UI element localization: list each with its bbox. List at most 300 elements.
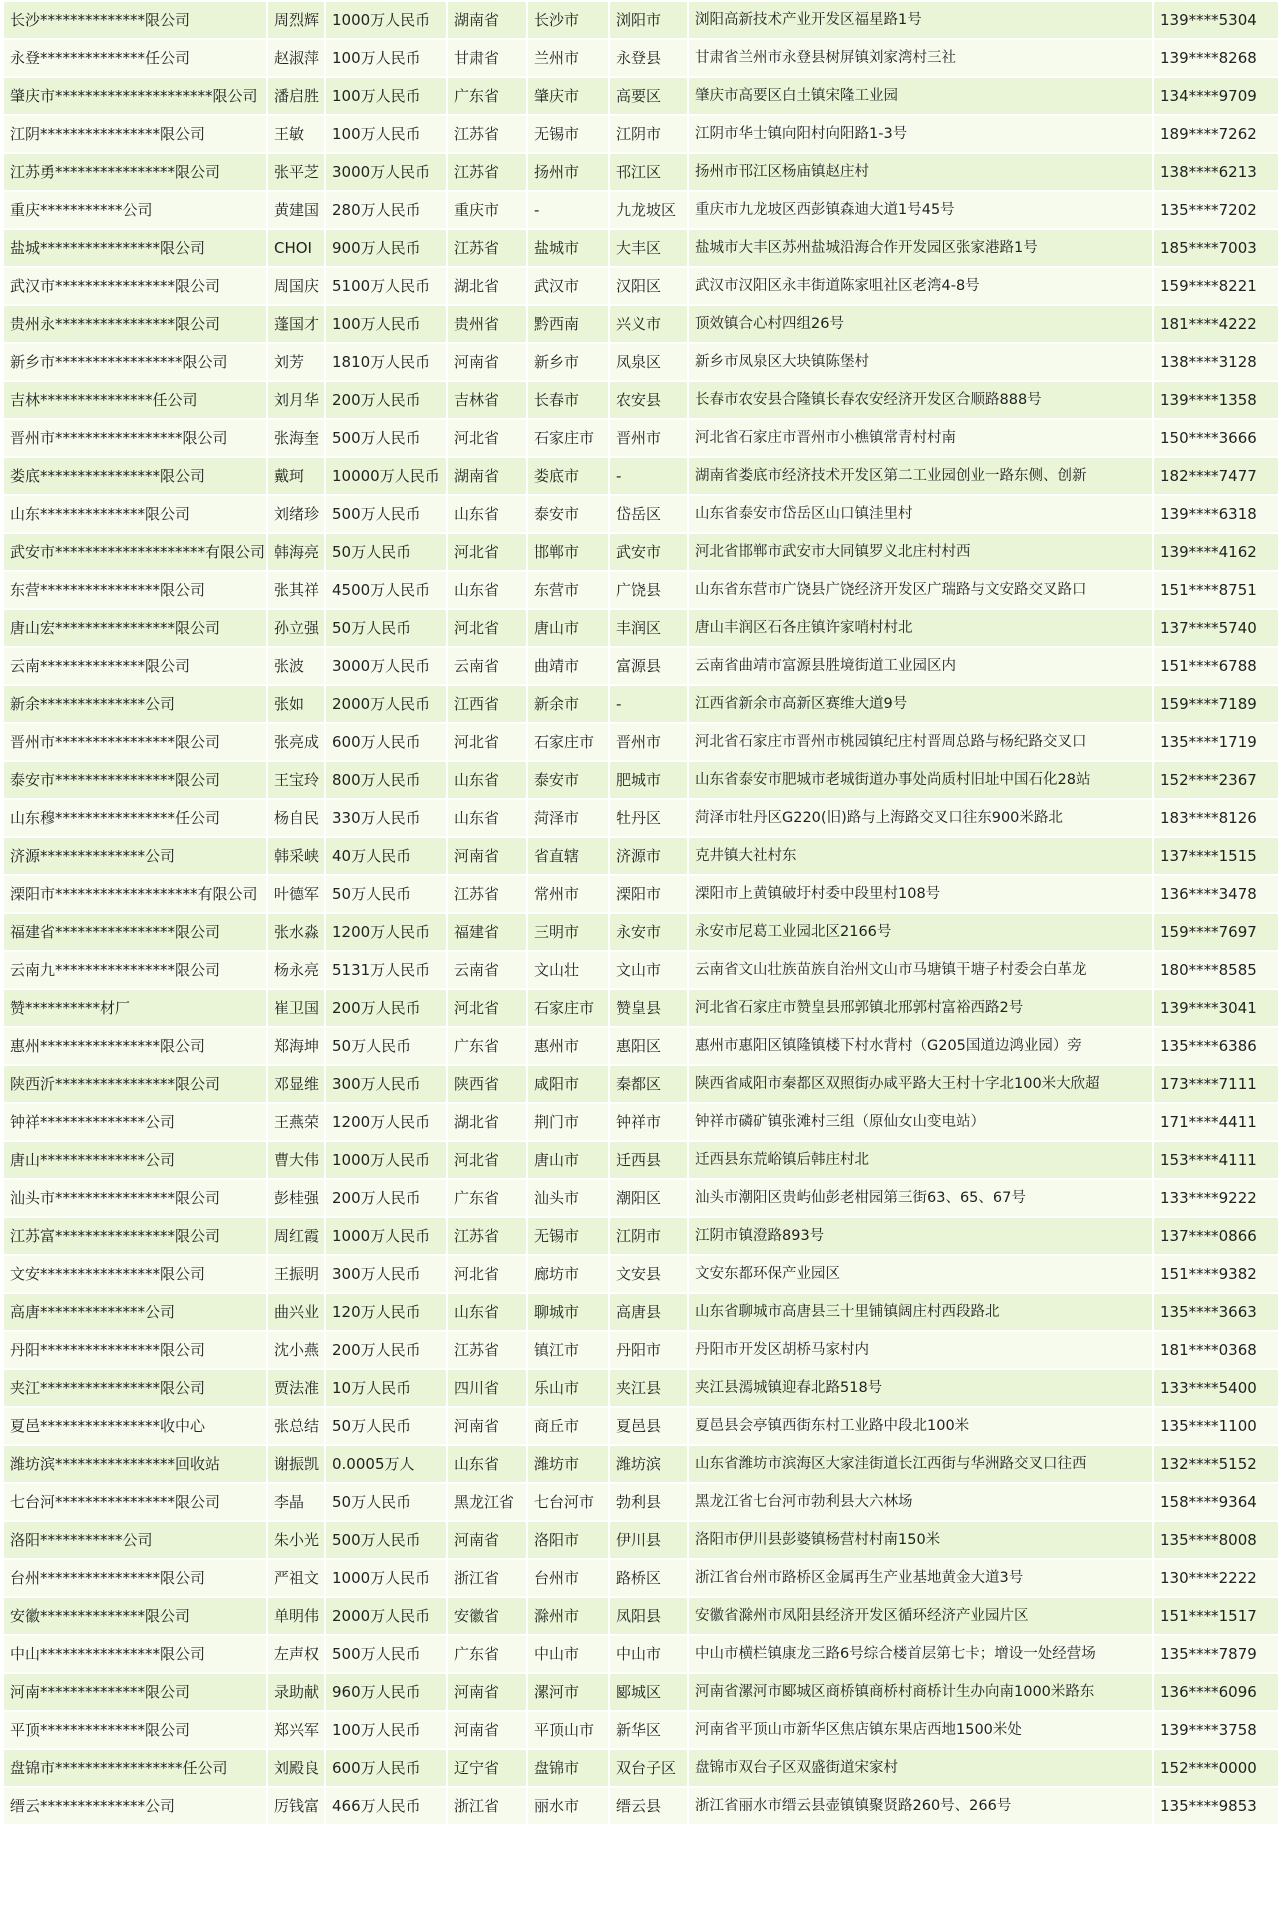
legal-person-cell: 彭桂强 xyxy=(268,1180,324,1216)
city-cell: 武汉市 xyxy=(528,268,608,304)
district-cell: 永安市 xyxy=(610,914,687,950)
district-cell: 溧阳市 xyxy=(610,876,687,912)
district-cell: 勃利县 xyxy=(610,1484,687,1520)
address-cell: 云南省文山壮族苗族自治州文山市马塘镇干塘子村委会白革龙 xyxy=(689,952,1152,988)
registered-capital-cell: 100万人民币 xyxy=(326,116,446,152)
company-cell: 盘锦市*****************任公司 xyxy=(4,1750,266,1786)
address-cell: 黑龙江省七台河市勃利县大六林场 xyxy=(689,1484,1152,1520)
company-cell: 惠州****************限公司 xyxy=(4,1028,266,1064)
city-cell: 中山市 xyxy=(528,1636,608,1672)
company-cell: 晋州市*****************限公司 xyxy=(4,420,266,456)
registered-capital-cell: 2000万人民币 xyxy=(326,686,446,722)
table-row xyxy=(4,1674,1278,1710)
phone-cell: 135****1100 xyxy=(1154,1408,1278,1444)
registered-capital-cell: 120万人民币 xyxy=(326,1294,446,1330)
phone-cell: 159****8221 xyxy=(1154,268,1278,304)
city-cell: 邯郸市 xyxy=(528,534,608,570)
registered-capital-cell: 960万人民币 xyxy=(326,1674,446,1710)
phone-cell: 150****3666 xyxy=(1154,420,1278,456)
address-cell: 浙江省台州市路桥区金属再生产业基地黄金大道3号 xyxy=(689,1560,1152,1596)
legal-person-cell: 王敏 xyxy=(268,116,324,152)
company-cell: 江苏富****************限公司 xyxy=(4,1218,266,1254)
company-cell: 武汉市****************限公司 xyxy=(4,268,266,304)
province-cell: 辽宁省 xyxy=(448,1750,526,1786)
registered-capital-cell: 200万人民币 xyxy=(326,990,446,1026)
registered-capital-cell: 280万人民币 xyxy=(326,192,446,228)
phone-cell: 135****6386 xyxy=(1154,1028,1278,1064)
phone-cell: 136****6096 xyxy=(1154,1674,1278,1710)
province-cell: 江西省 xyxy=(448,686,526,722)
district-cell: 钟祥市 xyxy=(610,1104,687,1140)
province-cell: 浙江省 xyxy=(448,1560,526,1596)
registered-capital-cell: 100万人民币 xyxy=(326,1712,446,1748)
province-cell: 贵州省 xyxy=(448,306,526,342)
phone-cell: 151****6788 xyxy=(1154,648,1278,684)
address-cell: 山东省东营市广饶县广饶经济开发区广瑞路与文安路交叉路口 xyxy=(689,572,1152,608)
city-cell: 唐山市 xyxy=(528,1142,608,1178)
district-cell: 伊川县 xyxy=(610,1522,687,1558)
city-cell: 长春市 xyxy=(528,382,608,418)
table-row xyxy=(4,1142,1278,1178)
company-cell: 云南九****************限公司 xyxy=(4,952,266,988)
city-cell: 盘锦市 xyxy=(528,1750,608,1786)
province-cell: 湖北省 xyxy=(448,268,526,304)
province-cell: 河南省 xyxy=(448,1712,526,1748)
table-row xyxy=(4,458,1278,494)
registered-capital-cell: 50万人民币 xyxy=(326,876,446,912)
district-cell: 肥城市 xyxy=(610,762,687,798)
address-cell: 克井镇大社村东 xyxy=(689,838,1152,874)
table-row xyxy=(4,1256,1278,1292)
province-cell: 陕西省 xyxy=(448,1066,526,1102)
company-cell: 潍坊滨****************回收站 xyxy=(4,1446,266,1482)
registered-capital-cell: 1000万人民币 xyxy=(326,1142,446,1178)
district-cell: 凤泉区 xyxy=(610,344,687,380)
province-cell: 重庆市 xyxy=(448,192,526,228)
address-cell: 云南省曲靖市富源县胜境街道工业园区内 xyxy=(689,648,1152,684)
phone-cell: 135****7879 xyxy=(1154,1636,1278,1672)
legal-person-cell: 录助献 xyxy=(268,1674,324,1710)
table-row xyxy=(4,572,1278,608)
legal-person-cell: 左声权 xyxy=(268,1636,324,1672)
address-cell: 迁西县东荒峪镇后韩庄村北 xyxy=(689,1142,1152,1178)
address-cell: 顶效镇合心村四组26号 xyxy=(689,306,1152,342)
legal-person-cell: 张总结 xyxy=(268,1408,324,1444)
phone-cell: 181****0368 xyxy=(1154,1332,1278,1368)
address-cell: 夏邑县会亭镇西街东村工业路中段北100米 xyxy=(689,1408,1152,1444)
table-row xyxy=(4,1598,1278,1634)
address-cell: 文安东都环保产业园区 xyxy=(689,1256,1152,1292)
district-cell: 富源县 xyxy=(610,648,687,684)
province-cell: 河南省 xyxy=(448,838,526,874)
registered-capital-cell: 1810万人民币 xyxy=(326,344,446,380)
address-cell: 长春市农安县合隆镇长春农安经济开发区合顺路888号 xyxy=(689,382,1152,418)
district-cell: 晋州市 xyxy=(610,724,687,760)
district-cell: 永登县 xyxy=(610,40,687,76)
company-cell: 长沙**************限公司 xyxy=(4,2,266,38)
province-cell: 河北省 xyxy=(448,420,526,456)
legal-person-cell: 厉钱富 xyxy=(268,1788,324,1824)
address-cell: 肇庆市高要区白土镇宋隆工业园 xyxy=(689,78,1152,114)
phone-cell: 139****6318 xyxy=(1154,496,1278,532)
company-cell: 娄底****************限公司 xyxy=(4,458,266,494)
company-cell: 赞**********材厂 xyxy=(4,990,266,1026)
registered-capital-cell: 40万人民币 xyxy=(326,838,446,874)
registered-capital-cell: 1000万人民币 xyxy=(326,2,446,38)
table-row xyxy=(4,762,1278,798)
table-row xyxy=(4,1370,1278,1406)
province-cell: 四川省 xyxy=(448,1370,526,1406)
phone-cell: 138****6213 xyxy=(1154,154,1278,190)
city-cell: 商丘市 xyxy=(528,1408,608,1444)
table-row xyxy=(4,1446,1278,1482)
legal-person-cell: 王宝玲 xyxy=(268,762,324,798)
address-cell: 山东省泰安市岱岳区山口镇洼里村 xyxy=(689,496,1152,532)
city-cell: 石家庄市 xyxy=(528,420,608,456)
address-cell: 浏阳高新技术产业开发区福星路1号 xyxy=(689,2,1152,38)
company-cell: 钟祥**************公司 xyxy=(4,1104,266,1140)
district-cell: 秦都区 xyxy=(610,1066,687,1102)
company-cell: 丹阳****************限公司 xyxy=(4,1332,266,1368)
table-row xyxy=(4,1294,1278,1330)
table-row xyxy=(4,78,1278,114)
table-row xyxy=(4,40,1278,76)
company-table xyxy=(2,0,1280,1826)
company-cell: 肇庆市*********************限公司 xyxy=(4,78,266,114)
table-row xyxy=(4,800,1278,836)
company-cell: 山东**************限公司 xyxy=(4,496,266,532)
legal-person-cell: 刘芳 xyxy=(268,344,324,380)
district-cell: 浏阳市 xyxy=(610,2,687,38)
province-cell: 福建省 xyxy=(448,914,526,950)
city-cell: 镇江市 xyxy=(528,1332,608,1368)
phone-cell: 183****8126 xyxy=(1154,800,1278,836)
address-cell: 夹江县漹城镇迎春北路518号 xyxy=(689,1370,1152,1406)
phone-cell: 159****7697 xyxy=(1154,914,1278,950)
registered-capital-cell: 500万人民币 xyxy=(326,420,446,456)
phone-cell: 151****1517 xyxy=(1154,1598,1278,1634)
company-cell: 洛阳***********公司 xyxy=(4,1522,266,1558)
address-cell: 武汉市汉阳区永丰街道陈家咀社区老湾4-8号 xyxy=(689,268,1152,304)
legal-person-cell: 周国庆 xyxy=(268,268,324,304)
address-cell: 汕头市潮阳区贵屿仙彭老柑园第三街63、65、67号 xyxy=(689,1180,1152,1216)
district-cell: 赞皇县 xyxy=(610,990,687,1026)
district-cell: 岱岳区 xyxy=(610,496,687,532)
company-cell: 溧阳市*******************有限公司 xyxy=(4,876,266,912)
table-row xyxy=(4,230,1278,266)
district-cell: 晋州市 xyxy=(610,420,687,456)
district-cell: 江阴市 xyxy=(610,1218,687,1254)
address-cell: 钟祥市磷矿镇张滩村三组（原仙女山变电站） xyxy=(689,1104,1152,1140)
phone-cell: 151****8751 xyxy=(1154,572,1278,608)
city-cell: 平顶山市 xyxy=(528,1712,608,1748)
district-cell: 九龙坡区 xyxy=(610,192,687,228)
registered-capital-cell: 1000万人民币 xyxy=(326,1218,446,1254)
registered-capital-cell: 1200万人民币 xyxy=(326,914,446,950)
province-cell: 山东省 xyxy=(448,1446,526,1482)
district-cell: 高唐县 xyxy=(610,1294,687,1330)
phone-cell: 139****1358 xyxy=(1154,382,1278,418)
phone-cell: 182****7477 xyxy=(1154,458,1278,494)
company-cell: 东营****************限公司 xyxy=(4,572,266,608)
registered-capital-cell: 2000万人民币 xyxy=(326,1598,446,1634)
city-cell: 丽水市 xyxy=(528,1788,608,1824)
company-cell: 夹江****************限公司 xyxy=(4,1370,266,1406)
table-row xyxy=(4,2,1278,38)
province-cell: 江苏省 xyxy=(448,116,526,152)
phone-cell: 135****3663 xyxy=(1154,1294,1278,1330)
phone-cell: 153****4111 xyxy=(1154,1142,1278,1178)
province-cell: 河北省 xyxy=(448,534,526,570)
registered-capital-cell: 600万人民币 xyxy=(326,724,446,760)
district-cell: 广饶县 xyxy=(610,572,687,608)
city-cell: 文山壮 xyxy=(528,952,608,988)
address-cell: 江阴市华士镇向阳村向阳路1-3号 xyxy=(689,116,1152,152)
company-cell: 夏邑****************收中心 xyxy=(4,1408,266,1444)
city-cell: 廊坊市 xyxy=(528,1256,608,1292)
city-cell: 曲靖市 xyxy=(528,648,608,684)
district-cell: 武安市 xyxy=(610,534,687,570)
address-cell: 新乡市凤泉区大块镇陈堡村 xyxy=(689,344,1152,380)
district-cell: - xyxy=(610,686,687,722)
legal-person-cell: 潘启胜 xyxy=(268,78,324,114)
table-row xyxy=(4,724,1278,760)
registered-capital-cell: 5131万人民币 xyxy=(326,952,446,988)
legal-person-cell: 张亮成 xyxy=(268,724,324,760)
city-cell: 台州市 xyxy=(528,1560,608,1596)
province-cell: 浙江省 xyxy=(448,1788,526,1824)
province-cell: 江苏省 xyxy=(448,876,526,912)
address-cell: 河南省漯河市郾城区商桥镇商桥村商桥计生办向南1000米路东 xyxy=(689,1674,1152,1710)
table-row xyxy=(4,192,1278,228)
company-cell: 汕头市****************限公司 xyxy=(4,1180,266,1216)
table-row xyxy=(4,382,1278,418)
table-row xyxy=(4,534,1278,570)
district-cell: 汉阳区 xyxy=(610,268,687,304)
legal-person-cell: 杨永亮 xyxy=(268,952,324,988)
legal-person-cell: 刘绪珍 xyxy=(268,496,324,532)
phone-cell: 181****4222 xyxy=(1154,306,1278,342)
legal-person-cell: 张海奎 xyxy=(268,420,324,456)
registered-capital-cell: 4500万人民币 xyxy=(326,572,446,608)
company-cell: 武安市********************有限公司 xyxy=(4,534,266,570)
registered-capital-cell: 466万人民币 xyxy=(326,1788,446,1824)
district-cell: 济源市 xyxy=(610,838,687,874)
legal-person-cell: 朱小光 xyxy=(268,1522,324,1558)
district-cell: 丹阳市 xyxy=(610,1332,687,1368)
table-row xyxy=(4,420,1278,456)
registered-capital-cell: 500万人民币 xyxy=(326,496,446,532)
city-cell: 泰安市 xyxy=(528,496,608,532)
table-row xyxy=(4,838,1278,874)
company-cell: 唐山**************公司 xyxy=(4,1142,266,1178)
province-cell: 河南省 xyxy=(448,1408,526,1444)
phone-cell: 134****9709 xyxy=(1154,78,1278,114)
company-cell: 新乡市*****************限公司 xyxy=(4,344,266,380)
company-cell: 文安****************限公司 xyxy=(4,1256,266,1292)
phone-cell: 136****3478 xyxy=(1154,876,1278,912)
city-cell: 长沙市 xyxy=(528,2,608,38)
phone-cell: 135****1719 xyxy=(1154,724,1278,760)
registered-capital-cell: 3000万人民币 xyxy=(326,648,446,684)
registered-capital-cell: 500万人民币 xyxy=(326,1522,446,1558)
table-row xyxy=(4,1712,1278,1748)
registered-capital-cell: 100万人民币 xyxy=(326,40,446,76)
city-cell: 娄底市 xyxy=(528,458,608,494)
address-cell: 惠州市惠阳区镇隆镇楼下村水背村（G205国道边鸿业园）旁 xyxy=(689,1028,1152,1064)
province-cell: 山东省 xyxy=(448,762,526,798)
registered-capital-cell: 900万人民币 xyxy=(326,230,446,266)
province-cell: 江苏省 xyxy=(448,1218,526,1254)
legal-person-cell: 贾法准 xyxy=(268,1370,324,1406)
legal-person-cell: 郑海坤 xyxy=(268,1028,324,1064)
registered-capital-cell: 5100万人民币 xyxy=(326,268,446,304)
company-cell: 山东穆****************任公司 xyxy=(4,800,266,836)
company-cell: 重庆***********公司 xyxy=(4,192,266,228)
district-cell: 缙云县 xyxy=(610,1788,687,1824)
company-cell: 吉林***************任公司 xyxy=(4,382,266,418)
legal-person-cell: 曹大伟 xyxy=(268,1142,324,1178)
legal-person-cell: 张波 xyxy=(268,648,324,684)
city-cell: 惠州市 xyxy=(528,1028,608,1064)
table-row xyxy=(4,1636,1278,1672)
city-cell: 兰州市 xyxy=(528,40,608,76)
company-cell: 贵州永****************限公司 xyxy=(4,306,266,342)
city-cell: 泰安市 xyxy=(528,762,608,798)
city-cell: 菏泽市 xyxy=(528,800,608,836)
phone-cell: 180****8585 xyxy=(1154,952,1278,988)
legal-person-cell: 郑兴军 xyxy=(268,1712,324,1748)
city-cell: 漯河市 xyxy=(528,1674,608,1710)
district-cell: 牡丹区 xyxy=(610,800,687,836)
city-cell: 常州市 xyxy=(528,876,608,912)
province-cell: 山东省 xyxy=(448,572,526,608)
table-row xyxy=(4,1104,1278,1140)
table-row xyxy=(4,496,1278,532)
district-cell: 潮阳区 xyxy=(610,1180,687,1216)
city-cell: 石家庄市 xyxy=(528,724,608,760)
district-cell: 夹江县 xyxy=(610,1370,687,1406)
phone-cell: 137****1515 xyxy=(1154,838,1278,874)
city-cell: 无锡市 xyxy=(528,1218,608,1254)
legal-person-cell: 戴珂 xyxy=(268,458,324,494)
district-cell: 大丰区 xyxy=(610,230,687,266)
table-row xyxy=(4,1788,1278,1824)
company-cell: 福建省****************限公司 xyxy=(4,914,266,950)
city-cell: 聊城市 xyxy=(528,1294,608,1330)
table-row xyxy=(4,876,1278,912)
phone-cell: 132****5152 xyxy=(1154,1446,1278,1482)
company-cell: 江阴****************限公司 xyxy=(4,116,266,152)
table-row xyxy=(4,1218,1278,1254)
district-cell: 凤阳县 xyxy=(610,1598,687,1634)
address-cell: 河北省石家庄市晋州市小樵镇常青村村南 xyxy=(689,420,1152,456)
district-cell: 农安县 xyxy=(610,382,687,418)
city-cell: 七台河市 xyxy=(528,1484,608,1520)
phone-cell: 135****7202 xyxy=(1154,192,1278,228)
province-cell: 山东省 xyxy=(448,800,526,836)
registered-capital-cell: 0.0005万人 xyxy=(326,1446,446,1482)
legal-person-cell: 张其祥 xyxy=(268,572,324,608)
table-row xyxy=(4,1484,1278,1520)
province-cell: 河南省 xyxy=(448,1674,526,1710)
province-cell: 吉林省 xyxy=(448,382,526,418)
company-cell: 安徽**************限公司 xyxy=(4,1598,266,1634)
city-cell: 黔西南 xyxy=(528,306,608,342)
company-cell: 河南**************限公司 xyxy=(4,1674,266,1710)
address-cell: 山东省泰安市肥城市老城街道办事处尚质村旧址中国石化28站 xyxy=(689,762,1152,798)
province-cell: 安徽省 xyxy=(448,1598,526,1634)
city-cell: 新乡市 xyxy=(528,344,608,380)
address-cell: 洛阳市伊川县彭婆镇杨营村村南150米 xyxy=(689,1522,1152,1558)
phone-cell: 189****7262 xyxy=(1154,116,1278,152)
legal-person-cell: 韩采峡 xyxy=(268,838,324,874)
phone-cell: 130****2222 xyxy=(1154,1560,1278,1596)
legal-person-cell: 张平芝 xyxy=(268,154,324,190)
address-cell: 山东省潍坊市滨海区大家洼街道长江西街与华洲路交叉口往西 xyxy=(689,1446,1152,1482)
city-cell: 乐山市 xyxy=(528,1370,608,1406)
company-cell: 缙云**************公司 xyxy=(4,1788,266,1824)
province-cell: 江苏省 xyxy=(448,1332,526,1368)
district-cell: 江阴市 xyxy=(610,116,687,152)
district-cell: 丰润区 xyxy=(610,610,687,646)
province-cell: 甘肃省 xyxy=(448,40,526,76)
company-cell: 江苏勇****************限公司 xyxy=(4,154,266,190)
city-cell: 省直辖 xyxy=(528,838,608,874)
district-cell: 路桥区 xyxy=(610,1560,687,1596)
legal-person-cell: 韩海亮 xyxy=(268,534,324,570)
address-cell: 扬州市邗江区杨庙镇赵庄村 xyxy=(689,154,1152,190)
legal-person-cell: 赵淑萍 xyxy=(268,40,324,76)
legal-person-cell: 谢振凯 xyxy=(268,1446,324,1482)
province-cell: 云南省 xyxy=(448,952,526,988)
table-row xyxy=(4,268,1278,304)
address-cell: 唐山丰润区石各庄镇许家哨村村北 xyxy=(689,610,1152,646)
province-cell: 河南省 xyxy=(448,344,526,380)
district-cell: - xyxy=(610,458,687,494)
company-cell: 泰安市****************限公司 xyxy=(4,762,266,798)
address-cell: 菏泽市牡丹区G220(旧)路与上海路交叉口往东900米路北 xyxy=(689,800,1152,836)
phone-cell: 135****8008 xyxy=(1154,1522,1278,1558)
company-cell: 盐城****************限公司 xyxy=(4,230,266,266)
table-row xyxy=(4,914,1278,950)
legal-person-cell: CHOI xyxy=(268,230,324,266)
registered-capital-cell: 200万人民币 xyxy=(326,382,446,418)
legal-person-cell: 孙立强 xyxy=(268,610,324,646)
company-cell: 陕西沂****************限公司 xyxy=(4,1066,266,1102)
phone-cell: 137****5740 xyxy=(1154,610,1278,646)
legal-person-cell: 黄建国 xyxy=(268,192,324,228)
city-cell: - xyxy=(528,192,608,228)
phone-cell: 159****7189 xyxy=(1154,686,1278,722)
table-row xyxy=(4,1750,1278,1786)
city-cell: 汕头市 xyxy=(528,1180,608,1216)
company-cell: 唐山宏****************限公司 xyxy=(4,610,266,646)
legal-person-cell: 王燕荣 xyxy=(268,1104,324,1140)
registered-capital-cell: 800万人民币 xyxy=(326,762,446,798)
province-cell: 广东省 xyxy=(448,1636,526,1672)
company-cell: 台州****************限公司 xyxy=(4,1560,266,1596)
table-row xyxy=(4,610,1278,646)
district-cell: 文山市 xyxy=(610,952,687,988)
registered-capital-cell: 50万人民币 xyxy=(326,1484,446,1520)
province-cell: 山东省 xyxy=(448,496,526,532)
address-cell: 永安市尼葛工业园北区2166号 xyxy=(689,914,1152,950)
province-cell: 广东省 xyxy=(448,1028,526,1064)
address-cell: 盘锦市双台子区双盛街道宋家村 xyxy=(689,1750,1152,1786)
city-cell: 扬州市 xyxy=(528,154,608,190)
phone-cell: 139****4162 xyxy=(1154,534,1278,570)
